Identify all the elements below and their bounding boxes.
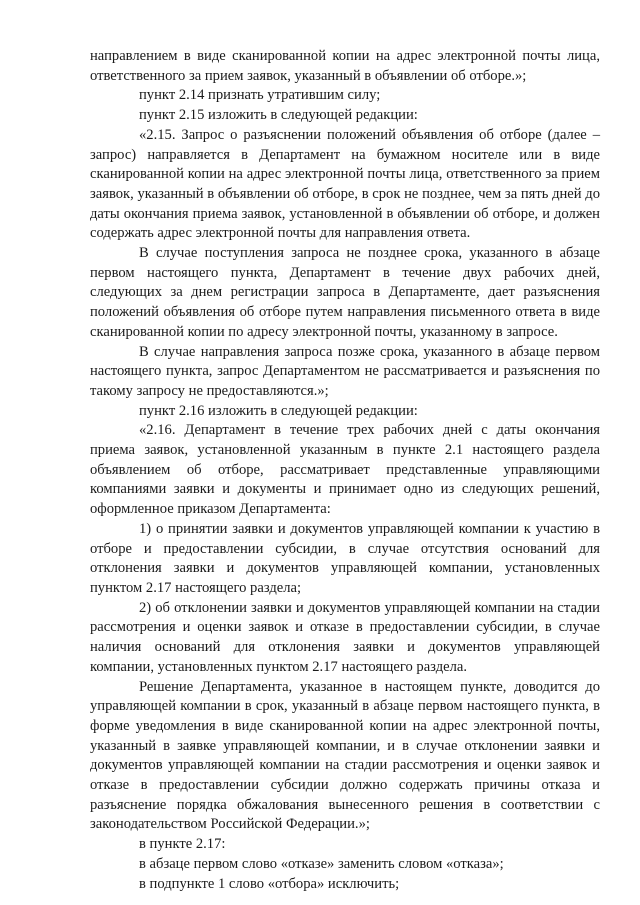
paragraph-7: пункт 2.16 изложить в следующей редакции: — [139, 402, 418, 419]
paragraph-13: в абзаце первом слово «отказе» заменить словом «отказа»; — [139, 855, 504, 872]
paragraph-4: «2.15. Запрос о разъяснении положений объявления об отборе (далее – запрос) направляется в Департамент на бумажном носителе или в виде сканированной копии на адрес электронной почты лица, ответственного за прием заявок, указанный в объявлении об отборе, в срок не позднее, чем за пять дней до даты окончания приема заявок, установленной в объявлении об отборе, и должен содержать адрес электронной почты для направления ответа. — [90, 126, 600, 242]
paragraph-5: В случае поступления запроса не позднее срока, указанного в абзаце первом настоящего пункта, Департамент в течение двух рабочих дней, следующих за днем регистрации запроса в Департаменте, дает разъяснения положений объявления об отборе путем направления письменного ответа в виде сканированной копии по адресу электронной почты, указанному в запросе. — [90, 245, 600, 340]
paragraph-11: Решение Департамента, указанное в настоящем пункте, доводится до управляющей компании в срок, указанный в абзаце первом настоящего пункта, в форме уведомления в виде сканированной копии на адрес электронной почты, указанный в заявке управляющей компании, и в случае отклонении заявки и документов управляющей компании на стадии рассмотрения и оценки заявок и отказе в предоставлении субсидии должно содержать причины отказа и разъяснение порядка обжалования вынесенного решения в соответствии с законодательством Российской Федерации.»; — [90, 678, 600, 833]
paragraph-10: 2) об отклонении заявки и документов управляющей компании на стадии рассмотрения и оценки заявок и отказе в предоставлении субсидии, в случае наличия оснований для отклонения заявки и документов управляющей компании, установленных пунктом 2.17 настоящего раздела. — [90, 599, 600, 675]
paragraph-14: в подпункте 1 слово «отбора» исключить; — [139, 875, 400, 892]
paragraph-6: В случае направления запроса позже срока, указанного в абзаце первом настоящего пункта, запрос Департаментом не рассматривается и разъяснения по такому запросу не предоставляются.»; — [90, 343, 600, 399]
paragraph-2: пункт 2.14 признать утратившим силу; — [139, 87, 381, 104]
paragraph-12: в пункте 2.17: — [139, 836, 226, 853]
paragraph-3: пункт 2.15 изложить в следующей редакции: — [139, 107, 418, 124]
document-page — [90, 47, 600, 894]
paragraph-9: 1) о принятии заявки и документов управляющей компании к участию в отборе и предоставлении субсидии, в случае отсутствия оснований для отклонения заявки и документов управляющей компании, установленных пунктом 2.17 настоящего раздела; — [90, 520, 600, 596]
paragraph-8: «2.16. Департамент в течение трех рабочих дней с даты окончания приема заявок, установленной указанным в пункте 2.1 настоящего раздела объявлением об отборе, рассматривает представленные управляющими компаниями заявки и документы и принимает одно из следующих решений, оформленное приказом Департамента: — [90, 422, 600, 518]
paragraph-1: направлением в виде сканированной копии на адрес электронной почты лица, ответственного за прием заявок, указанный в объявлении об отборе.»; — [90, 48, 600, 84]
